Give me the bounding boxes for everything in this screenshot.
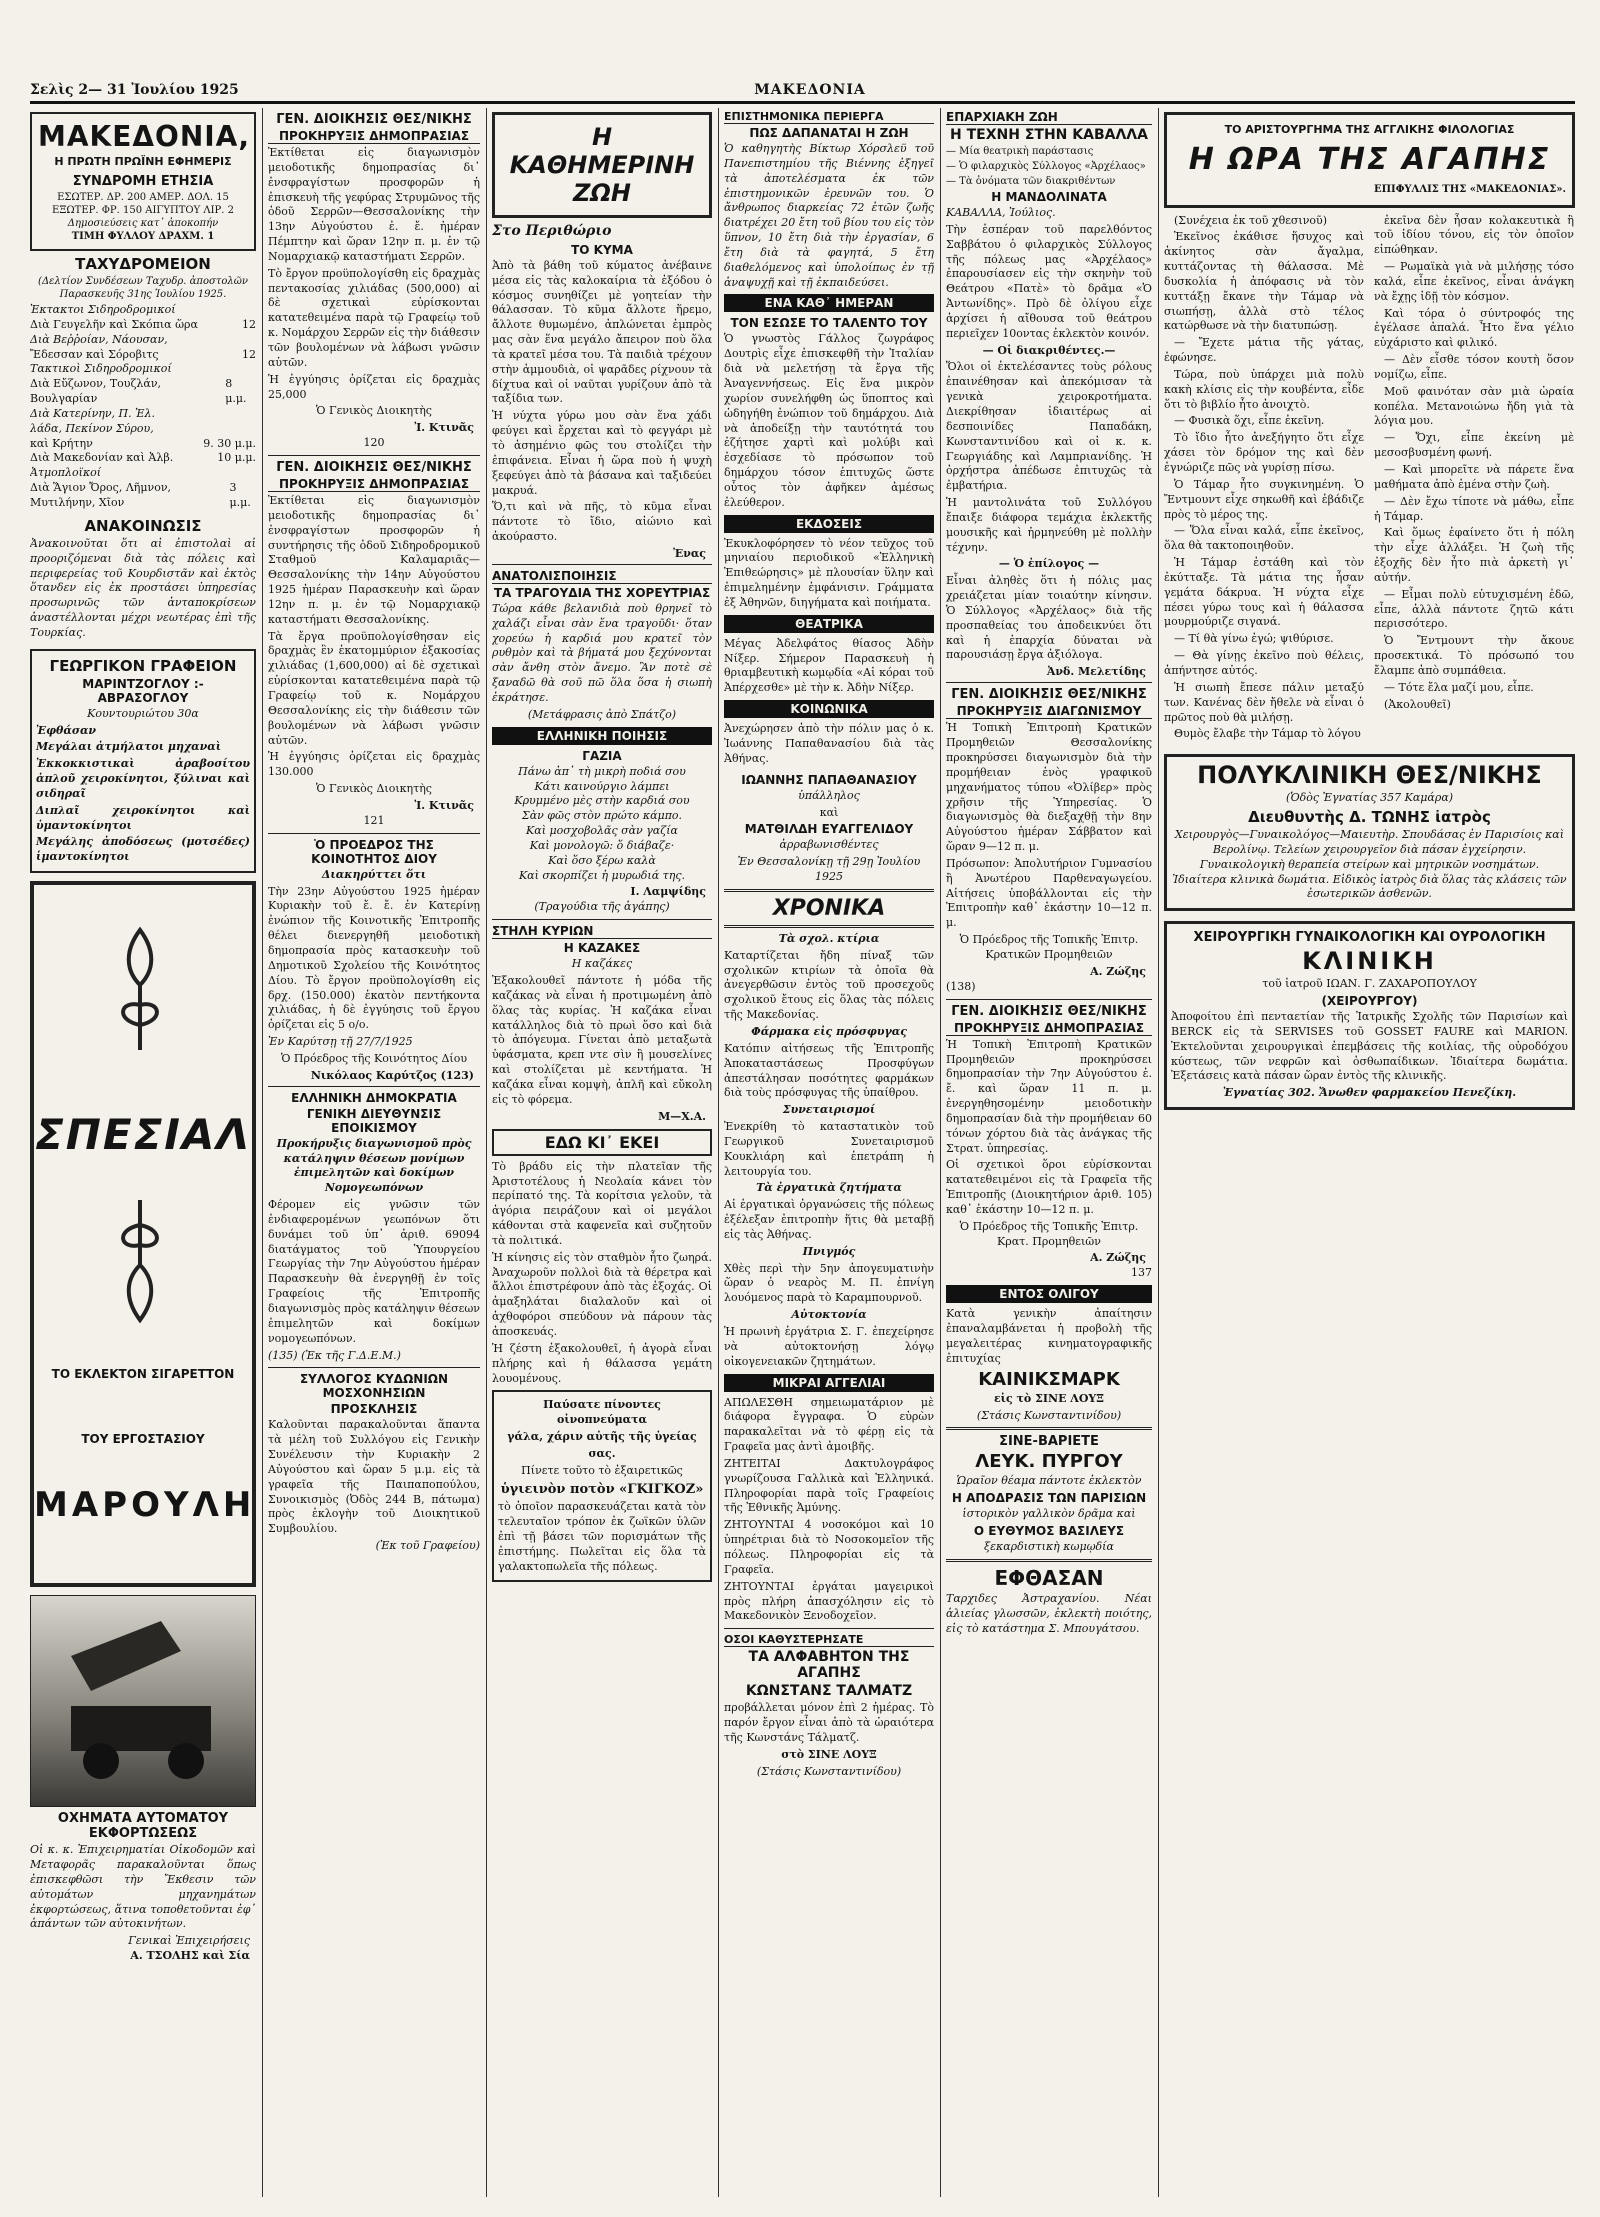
divider (946, 1427, 1152, 1430)
cigarette-brand-word: ΣΠΕΣΙΑΛ (35, 1110, 251, 1160)
section-here-there: ΕΔΩ ΚΙ᾽ ΕΚΕΙ (544, 1132, 660, 1152)
chronicles-title: ΧΡΟΝΙΚΑ (772, 895, 886, 921)
serial-subtitle: ΕΠΙΦΥΛΛΙΣ ΤΗΣ «ΜΑΚΕΔΟΝΙΑΣ». (1373, 184, 1566, 195)
chronicle-2-text: Κατόπιν αἰτήσεως τῆς Ἐπιτροπῆς Ἀποκαταστάσεως Προσφύγων ἀπεστάλησαν ποσότητες φαρμάκων διὰ τοὺς πρόσφυγας τῆς ὑπαίθρου. (724, 1041, 934, 1100)
masthead-title: ΜΑΚΕΔΟΝΙΑ, (38, 120, 250, 153)
notice-5-heading: ΣΥΛΛΟΓΟΣ ΚΥΔΩΝΙΩΝ ΜΟΣΧΟΝΗΣΙΩΝ (299, 1372, 449, 1401)
engagement-name-2: ΜΑΤΘΙΛΔΗ ΕΥΑΓΓΕΛΙΔΟΥ (744, 822, 914, 837)
page-number: Σελὶς 2— 31 Ἰουλίου 1925 (30, 82, 239, 98)
divider (268, 833, 480, 834)
kavala-text-4: Εἶναι ἀληθὲς ὅτι ἡ πόλις μας χρειάζεται μίαν τοιαύτην κίνησιν. Ὁ Σύλλογος «Ἀρχέλαος» διὰ τῆς προσπαθείας του ἀποδεικνύει ὅτι καὶ ἡ ἐπαρχία δύναται νὰ παρουσιάσῃ ἔργα ἀξιόλογα. (946, 574, 1152, 662)
geo-line: Ἐκκοκκιστικαὶ ἀραβοσίτου ἁπλοῦ χειροκίνητοι, ξύλιναι καὶ σιδηραῖ (36, 757, 250, 800)
notice-7-text: Ἡ Τοπικὴ Ἐπιτροπὴ Κρατικῶν Προμηθειῶν προκηρύσσει δημοπρασίαν τὴν 7ην Αὐγούστου ἐ. ἔ. καὶ ὥραν 11 π. μ. ἐνεργηθησομένην μειοδοτικὴν δημοπρασίαν διὰ τὴν προμήθειαν 60 τόνων χόρτου διὰ τὰς ἀνάγκας τῆς Στρατ. ὑπηρεσίας. (946, 1037, 1152, 1155)
here-there-text-2: Ἡ κίνησις εἰς τὸν σταθμὸν ἦτο ζωηρά. Ἀναχωροῦν πολλοὶ διὰ τὰ θέρετρα καὶ ἄλλοι ἐπιστρέφουν ἀπὸ τὰς ἐξοχάς. Οἱ ἁμαξηλάται διαλαλοῦν καὶ οἱ ἀχθοφόροι σπεύδουν νὰ πάρουν τὰς ἀποσκευάς. (492, 1250, 712, 1338)
divider (724, 1628, 934, 1629)
divider (946, 1559, 1152, 1562)
section-provincial: ΕΠΑΡΧΙΑΚΗ ΖΩΗ (946, 110, 1152, 125)
subscription-line: Δημοσιεύσεις κατ᾽ ἀποκοπήν (67, 218, 219, 229)
article-life-text: Ὁ καθηγητὴς Βίκτωρ Χόρσλεϋ τοῦ Πανεπιστημίου τῆς Βιέννης ἐξηγεῖ τὰ ἀποτελέσματα ἐκ τῶν ἐπιστημονικῶν ἐρευνῶν του. Ὁ ἄνθρωπος διαρκείας 72 ἐτῶν ζωῆς διατρέχει 20 ἔτη τοῦ βίου του εἰς τὸν ὕπνον, 10 ἔτη διὰ τὴν ἐργασίαν, 6 ἔτη διὰ τὰ φαγητά, 5 ἔτη διαθελόμενος καὶ ὑπολοίπως ἐν τῇ ἀναψυχῇ καὶ τῇ ἐκπαιδεύσει. (724, 142, 934, 289)
cinema-address: (Στάσις Κωνσταντινίδου) (756, 1764, 902, 1778)
clinic-text: Ἀποφοίτου ἐπὶ πενταετίαν τῆς Ἰατρικῆς Σχολῆς τῶν Παρισίων καὶ BERCK εἰς τὰ SERVISES τοῦ GOSSET FAURE καὶ MARION. Ἐκτελοῦνται χειρουργικαὶ ἐπεμβάσεις τῆς κοιλίας, τῆς οὐροδόχου κύστεως, τῶν νεφρῶν καὶ ὀσθωπαίδικων. Ἰδιαίτερα δωμάτια. Ἐξετάσεις κατὰ πάσαν ὥραν ἐντὸς τῆς κλινικῆς. (1171, 1010, 1568, 1083)
chronicle-3-text: Ἐνεκρίθη τὸ καταστατικὸν τοῦ Γεωργικοῦ Συνεταιρισμοῦ Κουκλιάρη καὶ ἐπετράπη ἡ λειτουργία του. (724, 1120, 934, 1178)
poem-line: Καὶ μονολογῶ: ὅ διάβαζε· (529, 838, 675, 852)
film-title: ΚΑΙΝΙΚΣΜΑΡΚ (978, 1368, 1120, 1390)
chronicle-5-text: Χθὲς περὶ τὴν 5ην ἀπογευματινὴν ὥραν ὁ νεαρὸς Μ. Π. ἐπνίγη λουόμενος παρὰ τὸ Καραμπουρνοῦ. (724, 1261, 934, 1305)
post-route: Ἀτμοπλοϊκοί (30, 466, 102, 480)
serial-header-box (1164, 112, 1575, 208)
section-oriental: ΑΝΑΤΟΛΙΣΠΟΙΗΣΙΣ (492, 569, 712, 584)
chronicle-4-text: Αἱ ἐργατικαὶ ὀργανώσεις τῆς πόλεως ἐξέλεξαν ἐπιτροπὴν ἥτις θὰ μεταβῇ εἰς τὰς Ἀθήνας. (724, 1198, 934, 1241)
geo-office-ad (30, 649, 256, 873)
column-4 (724, 108, 934, 2197)
article-wave-text: Ἀπὸ τὰ βάθη τοῦ κύματος ἀνέβαινε μέσα εἰς τὰς καλοκαίρια τὰ ἐξόδου ὁ κόσμος συνηθίζει μὲ γοητείαν τὴν θάλασσαν. Τὸ κῦμα ἄλλοτε ἥρεμο, ἄλλοτε θυμωμένο, ἀπλώνεται ἐμπρὸς μας σὰν ἕνα μεγάλο ἄπειρον ποὺ ὅλα τὰ κρατεῖ μέσα του. Τὰ παιδιὰ τρέχουν στὴν ἀμμουδιὰ, οἱ ψαρᾶδες ρίχνουν τὰ δίχτυα καὶ οἱ ναῦται γυρίζουν ἀπὸ τὰ ταξίδια των. (492, 258, 712, 406)
serial-paragraph: — Εἶμαι πολὺ εὐτυχισμένη ἐδῶ, εἶπε, ἀλλὰ πάντοτε ζητῶ κάτι περισσότερο. (1374, 587, 1574, 631)
post-time: 8 μ.μ. (225, 377, 247, 406)
post-schedule-row (30, 466, 256, 481)
chronicle-1-title: Τὰ σχολ. κτίρια (778, 931, 880, 945)
serial-paragraph: Καὶ τόρα ὁ σύντροφός της ἐγέλασε ἀπαλά. Ἦτο ἕνα γέλιο εὐχάριστο καὶ φιλικό. (1374, 306, 1574, 350)
serial-paragraph: Θυμὸς ἔλαβε τὴν Τάμαρ τὸ λόγου (1174, 727, 1361, 741)
notice-4-text: Φέρομεν εἰς γνῶσιν τῶν ἐνδιαφερομένων γεωπόνων ὅτι δυνάμει τοῦ ὑπ᾽ ἀριθ. 69094 διατάγματος τοῦ Ὑπουργείου Γεωργίας τὴν 7ην Αὐγούστου ἡμέραν Παρασκευὴν θὰ ἐνεργηθῇ ἐν τοῖς Γραφείοις τῆς Ἐπιτροπῆς διαγωνισμὸς πρὸς κατάληψιν θέσεων ἐπιμελητῶν καὶ δοκίμων νομογεωπόνων. (268, 1198, 480, 1345)
column-divider (940, 108, 941, 2197)
clinic-doctor: τοῦ ἰατροῦ ΙΩΑΝ. Γ. ΖΑΧΑΡΟΠΟΥΛΟΥ (1262, 977, 1477, 991)
poem-line: Σὰν φῶς στὸν πρώτο κάμπο. (521, 809, 683, 823)
column-6 (1164, 108, 1575, 2197)
here-there-box (492, 1129, 712, 1156)
subscription-title: ΣΥΝΔΡΟΜΗ ΕΤΗΣΙΑ (72, 174, 214, 189)
post-title: ΤΑΧΥΔΡΟΜΕΙΟΝ (75, 255, 211, 273)
chronicle-5-title: Πνιγμός (802, 1244, 856, 1258)
section-greek-poetry: ΕΛΛΗΝΙΚΗ ΠΟΙΗΣΙΣ (492, 727, 712, 745)
section-editions: ΕΚΔΟΣΕΙΣ (724, 515, 934, 533)
divider (268, 1367, 480, 1368)
clinic-specialty: (ΧΕΙΡΟΥΡΓΟΥ) (1321, 994, 1418, 1009)
section-classifieds: ΜΙΚΡΑΙ ΑΓΓΕΛΙΑΙ (724, 1374, 934, 1392)
notice-7-text-2: Οἱ σχετικοὶ ὅροι εὑρίσκονται κατατεθειμένοι εἰς τὰ Γραφεῖα τῆς Ἐπιτροπῆς (Διοικητήριον ἀριθ. 105) καθ᾽ ἑκάστην 10—12 π. μ. (946, 1158, 1152, 1216)
notice-4-title: Προκήρυξις διαγωνισμοῦ πρὸς κατάληψιν θέσεων μονίμων ἐπιμελητῶν καὶ δοκίμων Νομογεωπόνων (276, 1136, 472, 1195)
cinema-venue: στὸ ΣΙΝΕ ΛΟΥΞ (781, 1747, 877, 1761)
classified-ad: ΖΗΤΕΙΤΑΙ Δακτυλογράφος γνωρίζουσα Γαλλικὰ καὶ Ἑλληνικά. Πληροφορίαι παρὰ τοῖς Γραφείοις τῆς Ἐθνικῆς Ἀμύνης. (724, 1456, 934, 1515)
kavala-sub-1: — Οἱ διακριθέντες.— (982, 343, 1116, 357)
notice-7-signer-role: Ὁ Πρόεδρος τῆς Τοπικῆς Ἐπιτρ. Κρατ. Προμηθειῶν (959, 1219, 1139, 1248)
column-2 (268, 108, 480, 2197)
column-divider (1158, 108, 1159, 2197)
serial-paragraph: — Θὰ γίνῃς ἐκεῖνο ποὺ θέλεις, ἀπήντησε αὐτός. (1164, 649, 1364, 677)
notice-1-subheading: ΠΡΟΚΗΡΥΞΙΣ ΔΗΜΟΠΡΑΣΙΑΣ (268, 129, 480, 144)
announcement-title: ΑΝΑΚΟΙΝΩΣΙΣ (84, 516, 202, 535)
polyclinic-address: (Ὁδὸς Ἐγνατίας 357 Καμάρα) (1285, 791, 1454, 805)
serial-paragraph: (Συνέχεια ἐκ τοῦ χθεσινοῦ) (1174, 213, 1328, 227)
serial-paragraph: — Δὲν εἶσθε τόσον κουτὴ ὅσον νομίζω, εἶπε. (1374, 353, 1574, 381)
post-route: λάδα, Πεκίνον Σύρου, (30, 421, 154, 435)
article-kavala-title: Η ΤΕΧΝΗ ΣΤΗΝ ΚΑΒΑΛΛΑ (950, 127, 1148, 143)
serial-columns (1164, 212, 1575, 745)
notice-1-number: 120 (363, 436, 385, 450)
kavala-bullet: — Τὰ ὀνόματα τῶν διακριθέντων (946, 176, 1116, 187)
gigkoz-line: Πίνετε τοῦτο τὸ ἐξαιρετικῶς (521, 1463, 683, 1477)
article-dancer-translation: (Μετάφρασις ἀπὸ Σπάτζο) (527, 707, 677, 721)
column-3 (492, 108, 712, 2197)
geo-line: Ἐφθάσαν (36, 723, 97, 737)
notice-1-text-2: Τὸ ἔργον προϋπολογίσθη εἰς δραχμὰς πεντακοσίας χιλιάδας (500,000) αἱ δὲ σχετικαὶ εὐρίσκονται κατατεθειμένα παρὰ τῷ Γραφείῳ τοῦ κ. Νομάρχου Σερρῶν εἰς τὴν διάθεσιν τῶν βουλομένων νὰ λάβωσι γνῶσιν αὐτῶν. (268, 266, 480, 369)
here-there-text: Τὸ βράδυ εἰς τὴν πλατεῖαν τῆς Ἀριστοτέλους ἡ Νεολαία κάνει τὸν περίπατό της. Τὰ κορίτσια γελοῦν, τὰ ἀγόρια πειράζουν καὶ οἱ μεγάλοι κάθονται στὰ καφενεῖα καὶ συζητοῦν τὰ πολιτικά. (492, 1159, 712, 1247)
notice-5-ref: (Ἐκ τοῦ Γραφείου) (375, 1539, 480, 1553)
poem-source: (Τραγούδια τῆς ἀγάπης) (534, 900, 670, 914)
truck-ad-company: Α. ΤΣΟΛΗΣ καὶ Σία (130, 1949, 250, 1963)
post-schedule (30, 303, 256, 511)
serial-paragraph: — Ὄχι, εἶπε ἐκείνη μὲ μεσοσβυσμένη φωνή. (1374, 431, 1574, 460)
poem-lines (492, 765, 712, 884)
film-address: (Στάσις Κωνσταντινίδου) (976, 1408, 1122, 1422)
coming-soon-text: Κατὰ γενικὴν ἀπαίτησιν ἐπαναλαμβάνεται ἡ προβολὴ τῆς μεγαλειτέρας κινηματογραφικῆς ἐπιτυχίας (946, 1307, 1152, 1365)
divider (492, 564, 712, 565)
serial-paragraph: Καὶ ὅμως ἐφαίνετο ὅτι ἡ πόλη τὴν εἶχε ἀλλάξει. Ἡ ζωὴ τῆς ἐξοχῆς δὲν ἦτο πιὰ ἀρκετὴ γι᾽ αὐτήν. (1374, 526, 1574, 584)
clinic-ad (1164, 921, 1575, 1110)
section-theatre: ΘΕΑΤΡΙΚΑ (724, 615, 934, 633)
serial-kicker: ΤΟ ΑΡΙΣΤΟΥΡΓΗΜΑ ΤΗΣ ΑΓΓΛΙΚΗΣ ΦΙΛΟΛΟΓΙΑΣ (1224, 123, 1515, 136)
notice-6-text: Ἡ Τοπικὴ Ἐπιτροπὴ Κρατικῶν Προμηθειῶν Θεσσαλονίκης προκηρύσσει διαγωνισμὸν διὰ τὴν προμήθειαν ἑνὸς γραφικοῦ μηχανήματος τύπου «Ὀλίβερ» πρὸς χρῆσιν τῆς Ὑπηρεσίας. Ὁ διαγωνισμὸς θὰ διεξαχθῇ τὴν 8ην Αὐγούστου ἡμέραν Σάββατον καὶ ὥραν 9—12 π. μ. (946, 721, 1152, 854)
post-schedule-row (30, 481, 256, 511)
post-route: Διὰ Κατερίνην, Π. Ἐλ. (30, 406, 155, 420)
polyclinic-director: Διευθυντὴς Δ. ΤΩΝΗΣ ἰατρὸς (1248, 808, 1491, 827)
here-there-text-3: Ἡ ζέστη ἐξακολουθεῖ, ἡ ἀγορὰ εἶναι πλήρης καὶ ἡ θάλασσα γεμάτη λουομένους. (492, 1341, 712, 1385)
notice-6-subheading: ΠΡΟΚΗΡΥΞΙΣ ΔΙΑΓΩΝΙΣΜΟΥ (946, 704, 1152, 719)
social-text: Ἀνεχώρησεν ἀπὸ τὴν πόλιν μας ὁ κ. Ἰωάννης Παπαθανασίου διὰ τὰς Ἀθήνας. (724, 722, 934, 765)
serial-paragraph: — Ἔχετε μάτια τῆς γάτας, ἐφώνησε. (1164, 336, 1364, 365)
divider (492, 919, 712, 920)
subscription-line: ΤΙΜΗ ΦΥΛΛΟΥ ΔΡΑΧΜ. 1 (71, 231, 215, 242)
newspaper-name: ΜΑΚΕΔΟΝΙΑ (754, 82, 866, 98)
notice-2-heading: ΓΕΝ. ΔΙΟΙΚΗΣΙΣ ΘΕΣ/ΝΙΚΗΣ (276, 460, 472, 476)
notice-1-text: Ἐκτίθεται εἰς διαγωνισμὸν μειοδοτικῆς δημοπρασίας δι᾽ ἐνσφραγίστων προσφορῶν ἡ ἐπισκευὴ τῆς γεφύρας Στρυμῶνος τῆς ὁδοῦ Σερρῶν—Θεσσαλονίκης τὴν 13ην Αὐγούστου ἐ. ἔ. ἡμέραν Πέμπτην καὶ ὥραν 12ην π. μ. ἐν τῷ Νομαρχιακῷ καταστήματι Σερρῶν. (268, 146, 480, 263)
flower-ornament-icon (110, 1195, 170, 1325)
geo-line: Μεγάλης ἀποδόσεως (μοτσέδες) ἱμαντοκίνητοι (36, 835, 250, 864)
serial-paragraph: Ὁ Τάμαρ ἦτο συγκινημένη. Ὁ Ἔντμουντ εἶχε σηκωθῆ καὶ ἐβάδιζε πρὸς τὸ μέρος της. (1164, 477, 1364, 521)
post-time: 3 μ.μ. (229, 481, 251, 509)
serial-paragraph: — Ρωμαϊκὰ γιὰ νὰ μιλήσῃς τόσο καλά, εἶπε ἐκεῖνος, εἶναι ἀνάγκη νὰ ἔχῃς ἰδῇ τὸν κόσμον. (1374, 260, 1574, 303)
truck-ad-text: Οἱ κ. κ. Ἐπιχειρηματίαι Οἰκοδομῶν καὶ Μεταφορᾶς παρακαλοῦνται ὅπως ἐπισκεφθῶσι τὴν Ἔκθεσιν τῶν αὐτομάτων μηχανημάτων ἐκφορτώσεως, ἅτινα τοποθετοῦνται ἐφ᾽ ἁπάντων τῶν αὐτοκινήτων. (30, 1843, 256, 1931)
geo-line: Μεγάλαι ἀτμήλατοι μηχαναὶ (36, 740, 222, 754)
article-life-title: ΠΩΣ ΔΑΠΑΝΑΤΑΙ Η ΖΩΗ (749, 126, 909, 140)
cinema-film-title: ΤΑ ΑΛΦΑΒΗΤΟΝ ΤΗΣ ΑΓΑΠΗΣ (748, 1649, 910, 1682)
clinic-big-title: ΚΛΙΝΙΚΗ (1302, 947, 1437, 976)
cinema-program-line: Ὡραῖον θέαμα πάντοτε ἐκλεκτὸν (956, 1474, 1142, 1488)
kavala-bullet: — Μία θεατρικὴ παράστασις (946, 146, 1094, 157)
subscription-line: ΕΣΩΤΕΡ. ΔΡ. 200 ΑΜΕΡ. ΔΟΛ. 15 (57, 192, 229, 203)
post-schedule-row (30, 318, 256, 333)
cinema-heading: ΟΣΟΙ ΚΑΘΥΣΤΕΡΗΣΑΤΕ (724, 1633, 934, 1647)
kavala-text-2: Ὅλοι οἱ ἐκτελέσαντες τοὺς ρόλους ἐπαινέθησαν καὶ ἀπεκόμισαν τὰ γενικὰ χειροκροτήματα. Διεκρίθησαν ἰδιαιτέρως αἱ δεσποινίδες Παπαδάκη, Κωνσταντινίδου καὶ οἱ κ. κ. Γεωργιάδης καὶ Λαμπριανίδης. Ἡ ὀρχήστρα ἀπέδωσε ἐπιτυχῶς τὰ ἐμβατήρια. (946, 360, 1152, 493)
post-route: Διὰ Εὔζωνον, Τουζλάν, Βουλγαρίαν (30, 377, 162, 406)
geo-title: ΓΕΩΡΓΙΚΟΝ ΓΡΑΦΕΙΟΝ (49, 656, 237, 675)
header-rule (30, 101, 1575, 104)
notice-3-signer-role: Ὁ Πρόεδρος τῆς Κοινότητος Δίου (280, 1051, 468, 1065)
arrived-title: ΕΦΘΑΣΑΝ (994, 1565, 1104, 1590)
post-schedule-row (30, 407, 256, 422)
post-route: Διὰ Μακεδονίαν καὶ Ἀλβ. (30, 451, 174, 465)
kavala-bullet: — Ὁ φιλαρχικὸς Σύλλογος «Ἀρχέλαος» (946, 161, 1146, 172)
section-margin: Στο Περιθώριο (492, 223, 612, 239)
post-intro: (Δελτίον Συνδέσεων Ταχυδρ. ἀποστολῶν Παρασκευῆς 31ης Ἰουλίου 1925. (38, 276, 248, 300)
serial-paragraph: Ἡ σιωπὴ ἔπεσε πάλιν μεταξύ των. Κανένας δὲν ἤθελε νὰ εἶναι ὁ πρῶτος ποὺ θὰ μιλήσῃ. (1164, 680, 1364, 724)
notice-1-signer: Ἰ. Κτινᾶς (414, 421, 474, 435)
post-schedule-row (30, 362, 256, 377)
poem-line: Καὶ ὅσο ξέρω καλὰ (548, 853, 656, 867)
kavala-dateline: ΚΑΒΑΛΛΑ, Ἰούλιος. (946, 206, 1056, 219)
article-wave-title: ΤΟ ΚΥΜΑ (571, 242, 633, 257)
serial-paragraph: Τώρα, ποὺ ὑπάρχει μιὰ πολὺ κακὴ κλίσις εἰς τὴν κουβέντα, εἶδε ὅτι τὸ βιβλίο ἦτο ἀνοιχτὸ. (1164, 367, 1364, 411)
serial-paragraph: Ἐκεῖνος ἐκάθισε ἥσυχος καὶ ἀκίνητος σὰν ἄγαλμα, κυττάζοντας τὴ θάλασσα. Μὲ δυσκολία ἡ ἀπόφασις νὰ τὸν κυττάξῃ ἔκανε τὴν Τάμαρ νὰ σιωπήσῃ, ἀλλὰ στὸ τέλος κατώρθωσε νὰ τὴν διατυπώσῃ. (1164, 230, 1364, 333)
clinic-address: Ἐγνατίας 302. Ἄνωθεν φαρμακείου Πενεζίκη. (1222, 1086, 1517, 1100)
chronicle-3-title: Συνεταιρισμοί (782, 1103, 876, 1117)
divider (724, 889, 934, 892)
serial-paragraph: — Ὅλα εἶναι καλά, εἶπε ἐκεῖνος, ὅλα θὰ τακτοποιηθοῦν. (1164, 524, 1364, 553)
post-route: Διὰ Γευγελῆν καὶ Σκόπια ὥρα (30, 317, 198, 331)
divider (946, 999, 1152, 1000)
post-route: Τακτικοὶ Σιδηροδρομικοί (30, 362, 172, 376)
notice-6-signer-role: Ὁ Πρόεδρος τῆς Τοπικῆς Ἐπιτρ. Κρατικῶν Προμηθειῶν (959, 933, 1139, 961)
notice-2-subheading: ΠΡΟΚΗΡΥΞΙΣ ΔΗΜΟΠΡΑΣΙΑΣ (268, 477, 480, 492)
arrived-text: Ταρχιδες Ἀστραχανίου. Νέαι ἁλιείας γλωσσῶν, ἐκλεκτὴ ποιότης, εἰς τὸ κατάστημα Σ. Μπουγάτσου. (946, 1591, 1152, 1635)
engagement-place: Ἐν Θεσσαλονίκῃ τῇ 29ῃ Ἰουλίου 1925 (737, 855, 921, 884)
cigarette-subtitle-2: ΤΟΥ ΕΡΓΟΣΤΑΣΙΟΥ (81, 1432, 205, 1447)
post-route: Διὰ Ἅγιον Ὄρος, Λῆμνον, Μυτιλήνην, Χῖον (30, 481, 171, 509)
notice-6-heading: ΓΕΝ. ΔΙΟΙΚΗΣΙΣ ΘΕΣ/ΝΙΚΗΣ (951, 687, 1147, 703)
cinema-variety-title: ΣΙΝΕ-ΒΑΡΙΕΤΕ (999, 1434, 1099, 1450)
theatre-text: Μέγας Ἀδελφάτος θίασος Ἀδὴν Νίξερ. Σήμερον Παρασκευὴ ἡ θριαμβευτικὴ κωμῳδία «Αἱ κόραι τοῦ Ἀπέρχεσθε» μὲ τὴν κ. Ἀδὴν Νίξερ. (724, 636, 934, 695)
engagement-name-1: ΙΩΑΝΝΗΣ ΠΑΠΑΘΑΝΑΣΙΟΥ (741, 772, 917, 787)
article-talent-text: Ὁ γνωστὸς Γάλλος ζωγράφος Δουτρὶς εἶχε ἐπισκεφθῆ τὴν Ἰταλίαν διὰ νὰ μελετήσῃ τὰ ἔργα τῆς Ἀναγεννήσεως. Εἰς ἕνα μικρὸν χωρίον συνελήφθη ὡς ὕποπτος καὶ ὠδηγήθη ἐνώπιον τοῦ δημάρχου. Διὰ νὰ ἀποδείξῃ τὴν ταυτότητά του ἐζήτησε χαρτὶ καὶ μολύβι καὶ ἐσχεδίασε τὸ πρόσωπον τοῦ δημάρχου τόσον ἐπιτυχῶς ὥστε οὗτος τὸν ἀφῆκεν ἀμέσως ἐλεύθερον. (724, 332, 934, 509)
chronicle-4-title: Τὰ ἐργατικὰ ζητήματα (756, 1181, 902, 1195)
post-time: 12 (242, 347, 256, 361)
truck-photo (30, 1595, 256, 1807)
notice-2-signer: Ἰ. Κτινᾶς (414, 798, 474, 812)
notice-1-signer-role: Ὁ Γενικὸς Διοικητὴς (316, 404, 432, 418)
chronicle-6-title: Αὐτοκτονία (791, 1308, 867, 1322)
geo-address: Κουντουριώτου 30α (87, 706, 199, 720)
column-divider (486, 108, 487, 2197)
gigkoz-text: τὸ ὁποῖον παρασκευάζεται κατὰ τὸν τελευταῖον τρόπον ἐκ ζωϊκῶν ὑλῶν ἐπὶ τῇ βάσει τῶν πορισμάτων τῆς ἐπιστήμης. Πωλεῖται εἰς ὅλα τὰ γαλακτοπωλεῖα τῆς πόλεως. (498, 1500, 706, 1573)
serial-paragraph: — Τί θὰ γίνω ἐγώ; ψιθύρισε. (1174, 632, 1334, 646)
serial-right-column (1374, 212, 1574, 745)
gigkoz-line: Παύσατε πίνοντες οἰνοπνεύματα (543, 1398, 661, 1427)
coming-soon-bar: ΕΝΤΟΣ ΟΛΙΓΟΥ (946, 1285, 1152, 1303)
poem-line: Καὶ μοσχοβολᾶς σὰν γαζία (526, 824, 678, 838)
notice-7-subheading: ΠΡΟΚΗΡΥΞΙΣ ΔΗΜΟΠΡΑΣΙΑΣ (946, 1021, 1152, 1036)
article-wave-text-3: Ὅ,τι καὶ νὰ πῆς, τὸ κῦμα εἶναι πάντοτε τὸ ἴδιο, αἰώνιο καὶ ἀκούραστο. (492, 500, 712, 544)
section-social: ΚΟΙΝΩΝΙΚΑ (724, 700, 934, 718)
divider (946, 682, 1152, 683)
article-jackets-subtitle: Η καζάκες (571, 957, 633, 971)
article-wave-text-2: Ἡ νύχτα γύρω μου σὰν ἕνα χάδι φεύγει καὶ ἔρχεται καὶ τὸ φεγγάρι μὲ τὸ ἀσημένιο φῶς του στολίζει τὴν ἐπιφάνεια. Εἶναι ἡ ὥρα ποὺ ἡ ψυχὴ ξεφεύγει ἀπὸ τὰ βάσανα καὶ ταξιδεύει μακρυά. (492, 409, 712, 497)
polyclinic-title: ΠΟΛΥΚΛΙΝΙΚΗ ΘΕΣ/ΝΙΚΗΣ (1197, 761, 1542, 790)
poem-author: Ι. Λαμψίδης (630, 885, 706, 899)
serial-left-column (1164, 212, 1364, 745)
divider (268, 455, 480, 456)
article-dancer-title: ΤΑ ΤΡΑΓΟΥΔΙΑ ΤΗΣ ΧΟΡΕΥΤΡΙΑΣ (493, 585, 711, 600)
article-wave-signature: Ἐνας (673, 546, 706, 560)
kavala-subtitle: Η ΜΑΝΔΟΛΙΝΑΤΑ (991, 190, 1107, 204)
notice-7-number: 137 (1131, 1266, 1152, 1280)
post-time: 9. 30 μ.μ. (203, 436, 256, 450)
daily-life-title: Η ΚΑΘΗΜΕΡΙΝΗ ΖΩΗ (509, 123, 695, 207)
truck-ad-signature: Γενικαὶ Ἐπιχειρήσεις (128, 1934, 250, 1948)
section-science: ΕΠΙΣΤΗΜΟΝΙΚΑ ΠΕΡΙΕΡΓΑ (724, 110, 934, 124)
cigarette-maker: ΜΑΡΟΥΛΗ (34, 1485, 256, 1526)
chronicle-1-text: Καταρτίζεται ἤδη πίναξ τῶν σχολικῶν κτιρίων τὰ ὁποῖα θὰ ἀνεγερθῶσιν ἐντὸς τοῦ προσεχοῦς σχολικοῦ ἔτους εἰς ὅλας τὰς πόλεις τῆς Μακεδονίας. (724, 948, 934, 1022)
column-1 (30, 108, 256, 2197)
geo-line: Διπλαῖ χειροκίνητοι καὶ ὑμαντοκίνητοι (36, 803, 250, 832)
cinema-program-film: Η ΑΠΟΔΡΑΣΙΣ ΤΩΝ ΠΑΡΙΣΙΩΝ (951, 1491, 1147, 1506)
article-jackets-title: Η ΚΑΖΑΚΕΣ (563, 941, 641, 956)
notice-3-subheading: Διακηρύττει ὅτι (321, 867, 427, 881)
post-route: Ἐκτακτοι Σιδηροδρομικοί (30, 303, 176, 316)
truck-icon (31, 1596, 255, 1806)
cinema-text: προβάλλεται μόνον ἐπὶ 2 ἡμέρας. Τὸ παρόν ἔργον εἶναι ἀπὸ τὰ ὡραιότερα τῆς Κωνστάνς Τάλματζ. (724, 1701, 934, 1744)
notice-2-signer-role: Ὁ Γενικὸς Διοικητὴς (316, 782, 432, 796)
engagement-role: ὑπάλληλος (798, 788, 860, 802)
classified-ad: ΖΗΤΟΥΝΤΑΙ 4 νοσοκόμοι καὶ 10 ὑπηρέτριαι διὰ τὸ Νοσοκομεῖον τῆς πόλεως. Πληροφορίαι εἰς τὰ Γραφεῖα. (724, 1518, 934, 1576)
poem-line: Πάνω ἀπ᾽ τὴ μικρὴ ποδιά σου (518, 764, 686, 778)
notice-6-signer: Α. Ζώζης (1090, 964, 1146, 978)
post-route: Ἔδεσσαν καὶ Σόροβιτς (30, 347, 159, 361)
serial-paragraph: — Τότε ἔλα μαζί μου, εἶπε. (1384, 680, 1534, 694)
notice-4-ref: (135) (Ἐκ τῆς Γ.Δ.Ε.Μ.) (268, 1348, 401, 1362)
gigkoz-ad (492, 1390, 712, 1582)
notice-7-heading: ΓΕΝ. ΔΙΟΙΚΗΣΙΣ ΘΕΣ/ΝΙΚΗΣ (951, 1003, 1147, 1019)
post-schedule-row (30, 377, 256, 407)
classified-ad: ΑΠΩΛΕΣΘΗ σημειωματάριον μὲ διάφορα ἔγγραφα. Ὁ εὑρὼν παρακαλεῖται νὰ τὸ φέρῃ εἰς τὰ Γραφεῖα μας ἀντὶ ἀμοιβῆς. (724, 1395, 934, 1454)
cinema-variety-place: ΛΕΥΚ. ΠΥΡΓΟΥ (975, 1451, 1123, 1473)
notice-2-text: Ἐκτίθεται εἰς διαγωνισμὸν μειοδοτικῆς δημοπρασίας δι᾽ ἐνσφραγίστων προσφορῶν ἡ συντήρησις τῆς ὁδοῦ Σιδηροδρομικοῦ Σταθμοῦ Καλαμαριᾶς—Θεσσαλονίκης τὴν 14ην Αὐγούστου 1925 ἡμέραν Παρασκευὴν καὶ ὥραν 12ην π. μ. ἐν τῷ Νομαρχιακῷ καταστήματι Θεσσαλονίκης. (268, 494, 480, 626)
section-ladies: ΣΤΗΛΗ ΚΥΡΙΩΝ (492, 924, 712, 939)
post-time: 10 μ.μ. (217, 451, 256, 465)
article-talent-title: ΤΟΝ ΕΣΩΣΕ ΤΟ ΤΑΛΕΝΤΟ ΤΟΥ (730, 316, 928, 331)
kavala-text: Τὴν ἑσπέραν τοῦ παρελθόντος Σαββάτου ὁ φιλαρχικὸς Σύλλογος τῆς πόλεως μας «Ἀρχέλαος» ἐπαρουσίασεν εἰς τὴν σκηνὴν τοῦ Θεάτρου «Πατὲ» τὸ δρᾶμα «Ὁ Ἀντωνίδης». Πρὸ δὲ ὀλίγου εἶχε ἀρχίσει ἡ αἴθουσα τοῦ θεάτρου περιεῖχεν 10οντας ἐκλεκτὸν κοινόν. (946, 222, 1152, 340)
poem-line: Κρυμμένο μὲς στὴν καρδιά σου (514, 794, 690, 808)
masthead-subtitle: Η ΠΡΩΤΗ ΠΡΩΪΝΗ ΕΦΗΜΕΡΙΣ (54, 155, 232, 168)
cinema-star: ΚΩΝΣΤΑΝΣ ΤΑΛΜΑΤΖ (745, 1683, 913, 1700)
cinema-program-line: ἱστορικὸν γαλλικὸν δρᾶμα καὶ (962, 1507, 1136, 1521)
serial-paragraph: — Καὶ μπορεῖτε νὰ πάρετε ἕνα μαθήματα ἀπὸ ἐμένα στὴν ζωὴ. (1374, 463, 1574, 491)
post-route: καὶ Κρήτην (30, 436, 93, 450)
serial-paragraph: ἐκεῖνα δὲν ἦσαν κολακευτικὰ ἢ τοῦ ἰδίου τόνου, εἰς τὸν ὁποῖον εἰπώθηκαν. (1374, 213, 1574, 257)
cigarette-ad (30, 881, 256, 1587)
cigarette-subtitle: ΤΟ ΕΚΛΕΚΤΟΝ ΣΙΓΑΡΕΤΤΟΝ (51, 1367, 235, 1382)
post-schedule-row (30, 437, 256, 452)
article-jackets-text: Ἐξακολουθεῖ πάντοτε ἡ μόδα τῆς καζάκας νὰ εἶναι ἡ προτιμωμένη ἀπὸ ὅλας τὰς κυρίας. Ἡ καζάκα εἶναι κατάλληλος διὰ τὸ πρωὶ ὅσο καὶ διὰ τὸ ἀπόγευμα. Γίνεται ἀπὸ μεταξωτὰ ὑφάσματα, κρεπ ντε σὶν ἢ μουσελίνες καὶ στολίζεται μὲ κεντήματα. Ἡ καζάκα εἶναι κομψὴ, ἁπλῆ καὶ εὔκολη εἰς τὸ φόρεμα. (492, 974, 712, 1106)
column-5 (946, 108, 1152, 2197)
post-schedule-row (30, 451, 256, 466)
serial-paragraph: Ὁ Ἔντμουντ τὴν ἄκουε προσεκτικά. Τὸ πρόσωπό του ἔλαμπε ἀπὸ συμπάθεια. (1374, 634, 1574, 677)
post-time: 12 (242, 317, 256, 331)
serial-paragraph: — Δὲν ἔχω τίποτε νὰ μάθω, εἶπε ἡ Τάμαρ. (1374, 494, 1574, 523)
notice-4-heading: ΕΛΛΗΝΙΚΗ ΔΗΜΟΚΡΑΤΙΑ (291, 1090, 457, 1105)
editions-text: Ἐκυκλοφόρησεν τὸ νέον τεῦχος τοῦ μηνιαίου περιοδικοῦ «Ἑλληνικὴ Ἐπιθεώρησις» μὲ πλουσίαν ὕλην καὶ ἐπιμελημένην ἐμφάνισιν. Γράμματα ἐξ Ἀθηνῶν, διηγήματα καὶ ποιήματα. (724, 536, 934, 609)
polyclinic-ad (1164, 754, 1575, 911)
flower-ornament-icon (110, 925, 170, 1055)
serial-paragraph: Ἡ Τάμαρ ἐστάθη καὶ τὸν ἐκύτταξε. Τὰ μάτια της ἦσαν γεμάτα δάκρυα. Ἡ νύχτα εἶχε πέσει γύρω τους καὶ ἡ θάλασσα μουρμούριζε σιγανά. (1164, 556, 1364, 629)
article-dancer-text: Τώρα κάθε βελανιδιὰ ποὺ θρηνεῖ τὸ χαλάζι εἶναι σὰν ἕνα τραγοῦδι· ὅταν χορεύω ἡ καρδιά μου κρατεῖ τὸν ρυθμὸν καὶ τὰ βήματά μου ξεχύνονται σὰν ἄνθη στὸν ἄνεμο. Ἂν ποτὲ σὲ ξαναδῶ θὰ σοῦ πῶ ὅλα ὅσα ἡ σιωπὴ ἐκράτησε. (492, 601, 712, 704)
notice-2-text-2: Τὰ ἔργα προϋπολογίσθησαν εἰς δραχμὰς ἓν ἑκατομμύριον ἑξακοσίας χιλιάδας (1,600,000) αἱ δὲ σχετικαὶ εὑρίσκονται κατατεθειμένα παρὰ τῷ Γραφείῳ τοῦ κ. Νομάρχου Θεσσαλονίκης εἰς τὴν διάθεσιν τῶν βουλομένων νὰ λάβωσι γνῶσιν αὐτῶν. (268, 629, 480, 747)
notice-5-text: Καλοῦνται παρακαλοῦνται ἅπαντα τὰ μέλη τοῦ Συλλόγου εἰς Γενικὴν Συνέλευσιν τὴν Κυριακὴν 2 Αὐγούστου καὶ ὥραν 5 μ.μ. εἰς τὰ γραφεῖα τῆς Παιπαποπούλου, Συνοικισμὸς (Ὀδὸς 244 Β, πάτωμα) πρὸς ἐκλογὴν τοῦ Διοικητικοῦ Συμβουλίου. (268, 1418, 480, 1536)
column-divider (262, 108, 263, 2197)
serial-paragraph: (Ἀκολουθεῖ) (1384, 697, 1451, 711)
notice-5-subheading: ΠΡΟΣΚΛΗΣΙΣ (330, 1402, 418, 1417)
notice-7-signer: Α. Ζώζης (1090, 1251, 1146, 1265)
serial-title: Η ΩΡΑ ΤΗΣ ΑΓΑΠΗΣ (1188, 142, 1551, 177)
post-schedule-row (30, 303, 256, 318)
poem-line: Καὶ σκορπίζει ἡ μυρωδιά της. (518, 868, 686, 882)
engagement-and: καὶ (819, 805, 839, 819)
post-schedule-row (30, 333, 256, 348)
page-header (30, 82, 1575, 96)
column-divider (718, 108, 719, 2197)
notice-1-guarantee: Ἡ ἐγγύησις ὁρίζεται εἰς δραχμὰς 25,000 (268, 372, 480, 401)
clinic-title: ΧΕΙΡΟΥΡΓΙΚΗ ΓΥΝΑΙΚΟΛΟΓΙΚΗ ΚΑΙ ΟΥΡΟΛΟΓΙΚΗ (1193, 930, 1546, 946)
polyclinic-text: Χειρουργὸς—Γυναικολόγος—Μαιευτὴρ. Σπουδάσας ἐν Παρισίοις καὶ Βερολίνῳ. Τελείων χειρουργεῖον διὰ πάσαν ἐγχείρησιν. Γυναικολογικὴ θεραπεία στείρων καὶ μητρικῶν νοσημάτων. Ἰδιαίτερα κλινικὰ δωμάτια. Εἰδικὸς ἰατρὸς διὰ ὅλας τὰς κλάσεις τῶν ἐσωτερικῶν ἀσθενῶν. (1172, 828, 1567, 901)
serial-paragraph: — Φυσικὰ ὅχι, εἶπε ἐκεῖνη. (1174, 414, 1325, 428)
masthead-box (30, 112, 256, 251)
post-schedule-row (30, 348, 256, 363)
notice-3-date: Ἐν Καρύτσῃ τῇ 27/7/1925 (268, 1035, 413, 1049)
notice-3-heading: Ὁ ΠΡΟΕΔΡΟΣ ΤΗΣ ΚΟΙΝΟΤΗΤΟΣ ΔΙΟΥ (311, 837, 437, 866)
subscription-line: ΕΞΩΤΕΡ. ΦΡ. 150 ΑΙΓΥΠΤΟΥ ΛΙΡ. 2 (52, 205, 234, 216)
notice-4-subheading: ΓΕΝΙΚΗ ΔΙΕΥΘΥΝΣΙΣ ΕΠΟΙΚΙΣΜΟΥ (306, 1106, 442, 1135)
kavala-signature: Ἀνδ. Μελετίδης (1046, 665, 1146, 679)
cinema-program-film: Ο ΕΥΘΥΜΟΣ ΒΑΣΙΛΕΥΣ (973, 1524, 1125, 1539)
cinema-program-line: ξεκαρδιστικὴ κωμῳδία (984, 1540, 1114, 1554)
engagement-note: ἀρραβωνισθέντες (779, 838, 879, 852)
kavala-sub-2: — Ὁ ἐπίλογος — (998, 557, 1100, 571)
notice-2-number: 121 (363, 813, 385, 827)
divider (724, 925, 934, 928)
notice-6-text-2: Πρόσωπον: Ἀπολυτήριον Γυμνασίου ἢ Ἀνωτέρου Παρθεναγωγείου. Αἰτήσεις ὑποβάλλονται εἰς τὴν Ἐπιτροπὴν καθ᾽ ἑκάστην 10—12 π. μ. (946, 856, 1152, 930)
gigkoz-line: γάλα, χάριν αὐτῆς τῆς ὑγείας (507, 1430, 697, 1444)
gigkoz-line: ὑγιεινὸν ποτὸν «ΓΚΙΓΚΟΖ» (500, 1481, 704, 1497)
article-jackets-signature: Μ—Χ.Α. (658, 1109, 706, 1123)
divider (268, 1086, 480, 1087)
poem-title: ΓΑΖΙΑ (582, 748, 622, 763)
serial-paragraph: Τὸ ἴδιο ἦτο ἀνεξήγητο ὅτι εἶχε χάσει τὸν δρόμον της καὶ δὲν ἐγνώριζε πῶς νὰ γυρίσῃ πίσω. (1164, 431, 1364, 474)
announcement-text: Ἀνακοινοῦται ὅτι αἱ ἐπιστολαὶ αἱ προοριζόμεναι διὰ τὰς πόλεις καὶ περιφερείας τοῦ Κουρδιστᾶν καὶ ἐκτὸς ὅτανδεν εἰς ἐκ προστάσει ὑπηρεσίας προσωρινῶς τῶν ἀνταποκρίσεων ἀναστέλλονται μέχρι νεωτέρας ἐπὶ τῆς Τουρκίας. (30, 536, 256, 639)
kavala-text-3: Ἡ μαντολινάτα τοῦ Συλλόγου ἔπαιξε διάφορα τεμάχια ἐκλεκτῆς μουσικῆς καὶ ἠρμηνεύθη μὲ πολλὴν τέχνην. (946, 496, 1152, 554)
notice-2-guarantee: Ἡ ἐγγύησις ὁρίζεται εἰς δραχμὰς 130.000 (268, 750, 480, 779)
chronicle-6-text: Ἡ πρωινὴ ἐργάτρια Σ. Γ. ἐπεχείρησε νὰ αὐτοκτονήσῃ λόγῳ οἰκογενειακῶν ζητημάτων. (724, 1325, 934, 1368)
daily-life-banner (492, 112, 712, 218)
notice-6-number: (138) (946, 979, 976, 993)
notice-1-heading: ΓΕΝ. ΔΙΟΙΚΗΣΙΣ ΘΕΣ/ΝΙΚΗΣ (276, 112, 472, 127)
chronicle-2-title: Φάρμακα εἰς πρόσφυγας (751, 1024, 907, 1038)
notice-3-signer: Νικόλαος Καρύτζος (123) (310, 1068, 474, 1082)
serial-paragraph: Μοῦ φαινόταν σὰν μιὰ ὡραία κοπέλα. Μετανοιώνω ἤδη γιὰ τὰ λόγια μου. (1374, 384, 1574, 428)
post-route: Διὰ Βεῤῥοίαν, Νάουσαν, (30, 332, 168, 346)
poem-line: Κάτι καινούργιο λάμπει (534, 779, 670, 793)
film-venue: εἰς τὸ ΣΙΝΕ ΛΟΥΞ (993, 1391, 1104, 1405)
truck-ad-title: ΟΧΗΜΑΤΑ ΑΥΤΟΜΑΤΟΥ ΕΚΦΟΡΤΩΣΕΩΣ (57, 1811, 229, 1842)
gigkoz-line: σας. (588, 1446, 616, 1460)
notice-3-text: Τὴν 23ην Αὐγούστου 1925 ἡμέραν Κυριακὴν τοῦ ἔ. ἔ. ἐν Κατερίνῃ ἐνώπιον τῆς Κοινοτικῆς Ἐπιτροπῆς θέλει διενεργηθῆ μειοδοτικὴ δημοπρασία πρὸς κατασκευὴν τοῦ Δημοτικοῦ Σχολείου τῆς Κοινότητος Δίου. Τὸ ἔργον προϋπολογίσθη εἰς δρχ. (150.000) ἑκατὸν πεντήκοντα χιλιάδας, ἡ δὲ ἐγγύησις τοῦ ἔργου ὁρίζεται εἰς 5 ο/ο. (268, 884, 480, 1032)
post-schedule-row (30, 422, 256, 437)
classified-ad: ΖΗΤΟΥΝΤΑΙ ἐργάται μαγειρικοὶ πρὸς πλήρη ἀπασχόλησιν εἰς τὸ Μακεδονικὸν Ξενοδοχεῖον. (724, 1579, 934, 1623)
section-daily: ΕΝΑ ΚΑΘ᾽ ΗΜΕΡΑΝ (724, 294, 934, 312)
geo-owners: ΜΑΡΙΝΤΖΟΓΛΟΥ :- ΑΒΡΑΣΟΓΛΟΥ (82, 676, 204, 705)
